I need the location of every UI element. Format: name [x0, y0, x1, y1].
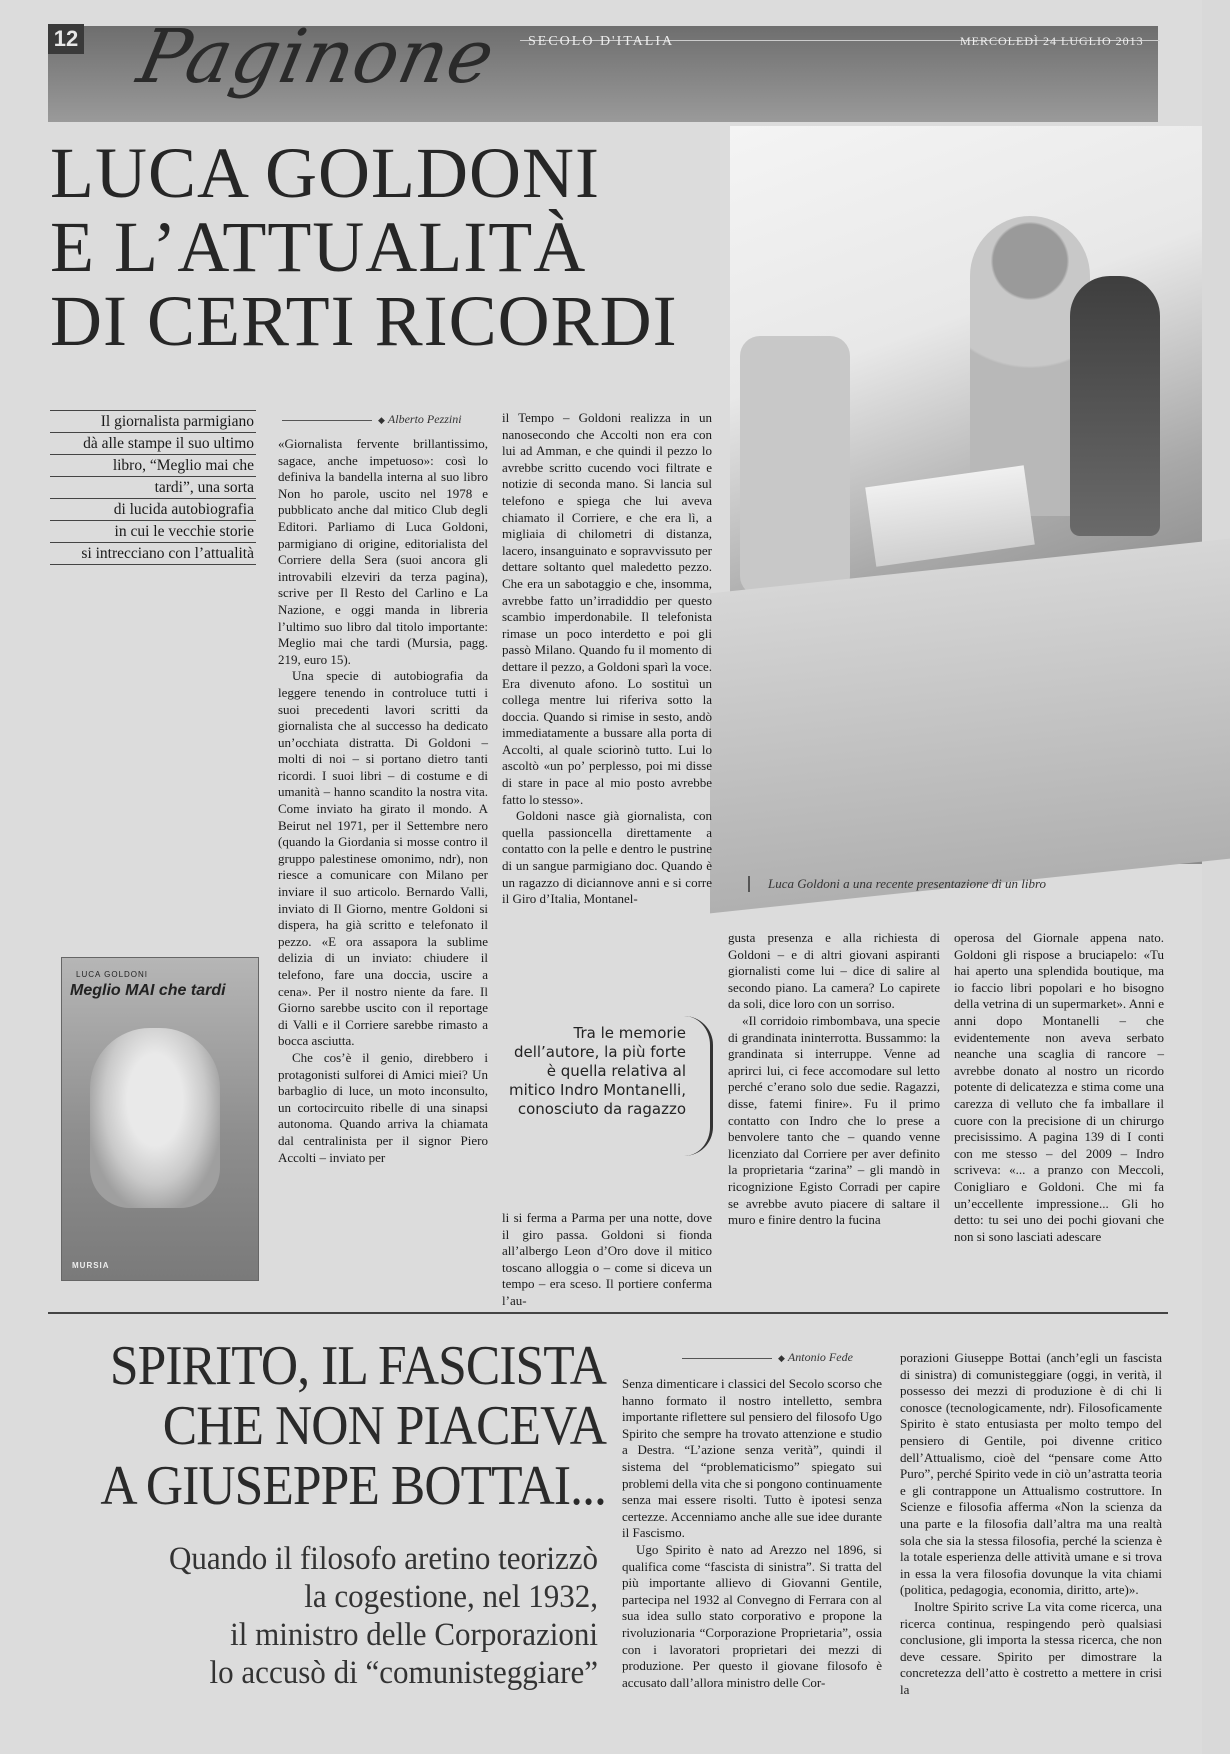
- masthead: SECOLO D'ITALIA: [528, 34, 675, 49]
- summary-line: Il giornalista parmigiano: [50, 410, 256, 433]
- paragraph: li si ferma a Parma per una notte, dove il giro passa. Goldoni si fionda all’albergo Leon d’Oro dove il mitico toscano alloggia o – come si diceva un tempo – era sceso. Il portiere conferma l’au-: [502, 1210, 712, 1308]
- article2-subhead: [83, 1540, 598, 1692]
- photo-caption: Luca Goldoni a una recente presentazione di un libro: [748, 876, 1208, 892]
- dateline: MERCOLEDÌ 24 LUGLIO 2013: [960, 34, 1144, 48]
- summary-line: tardi”, una sorta: [50, 476, 256, 499]
- headline-line-1: SPIRITO, IL FASCISTA: [109, 1335, 607, 1397]
- diamond-icon: ◆: [778, 1353, 785, 1363]
- paragraph: Senza dimenticare i classici del Secolo scorso che hanno formato il nostro intelletto, sembra importante riflettere sul pensiero del filosofo Ugo Spirito che sempre ha trovato attenzione e studio a Destra. “L’azione senza verità”, quindi il sistema del “problematicismo” spiegato sui problemi della vita che si pongono continuamente senza mai essere risolti. Tutto è ipotesi senza certezze. Accenniamo anche alle sue idee durante il Fascismo.: [622, 1376, 882, 1541]
- article1-summary: [50, 410, 256, 564]
- photo-books: [865, 465, 1035, 566]
- summary-line: di lucida autobiografia: [50, 498, 256, 521]
- summary-line: si intrecciano con l’attualità: [50, 542, 256, 565]
- event-photo: [730, 126, 1202, 864]
- byline-author: Antonio Fede: [787, 1350, 853, 1364]
- article2-column-2: [900, 1350, 1162, 1748]
- headline-line-3: A GIUSEPPE BOTTAI...: [100, 1455, 606, 1517]
- photo-person-right: [1070, 276, 1160, 536]
- paragraph: Inoltre Spirito scrive La vita come ricerca, una ricerca continua, respingendo però qualsiasi conclusione, gli importa la stessa ricerca, che non deve cessare. Spirito per dimostrare la concretezza dell’atto è costretto a mettere in crisi la: [900, 1598, 1162, 1697]
- article2-byline: [682, 1350, 853, 1365]
- article1-column-3: [728, 930, 940, 1286]
- photo-person-left: [740, 336, 850, 596]
- photo-table: [710, 539, 1230, 914]
- book-author: LUCA GOLDONI: [76, 970, 149, 979]
- pull-quote-bracket: [684, 1016, 713, 1156]
- paragraph: Goldoni nasce già giornalista, con quella passioncella direttamente a contatto con la pelle e dentro le pustrine di un sangue parmigiano doc. Quando è un ragazzo di diciannove anni e si corre il Giro d’Italia, Montanel-: [502, 808, 712, 907]
- book-portrait: [90, 1028, 220, 1208]
- article1-column-1: [278, 436, 488, 1286]
- subhead-line: il ministro delle Corporazioni: [230, 1617, 598, 1653]
- article2-headline: [91, 1336, 606, 1516]
- paragraph: Che cos’è il genio, direbbero i protagonisti sulforei di Amici miei? Un barbaglio di luce, un moto inconsulto, un cortocircuito ribelle di una sinapsi autonoma. Quando arriva la chiamata dal centralinista per il signor Piero Accolti – inviato per: [278, 1049, 488, 1165]
- article1-column-2-continued: [502, 1210, 712, 1308]
- summary-line: libro, “Meglio mai che: [50, 454, 256, 477]
- paragraph: «Giornalista fervente brillantissimo, sagace, anche impetuoso»: così lo definiva la bandella interna al suo libro Non ho parole, uscito nel 1978 e pubblicato anche dal mitico Club degli Editori. Parliamo di Luca Goldoni, parmigiano di origine, editorialista del Corriere della Sera (suoi ancora gli introvabili elzeviri da terza pagina), scrive per Il Resto del Carlino e La Nazione, e oggi manda in libreria l’ultimo suo libro dal titolo importante: Meglio mai che tardi (Mursia, pagg. 219, euro 15).: [278, 436, 488, 667]
- headline-line-1: LUCA GOLDONI: [50, 133, 600, 213]
- book-publisher: MURSIA: [72, 1261, 110, 1270]
- byline-author: Alberto Pezzini: [387, 412, 462, 426]
- headline-line-3: DI CERTI RICORDI: [50, 281, 678, 361]
- headline-line-2: CHE NON PIACEVA: [162, 1395, 606, 1457]
- article1-headline: [50, 133, 730, 361]
- pull-quote: Tra le memorie dell’autore, la più forte è quella relativa al mitico Indro Montanelli, conosciuto da ragazzo: [509, 1024, 686, 1118]
- summary-line: dà alle stampe il suo ultimo: [50, 432, 256, 455]
- article-divider: [48, 1312, 1168, 1314]
- article1-column-2: [502, 410, 712, 998]
- headline-line-2: E L’ATTUALITÀ: [50, 207, 587, 287]
- paragraph: Ugo Spirito è nato ad Arezzo nel 1896, si qualifica come “fascista di sinistra”. Si tratta del più importante allievo di Giovanni Gentile, partecipa nel 1932 al Convegno di Ferrara con al sua idea sullo stato corporativo e propone la rivoluzionaria “Corporazione Proprietaria”, ossia con i lavoratori proprietari dei mezzi di produzione. Per questo il giovane filosofo è accusato dall’allora ministro delle Cor-: [622, 1541, 882, 1690]
- paragraph: operosa del Giornale appena nato. Goldoni gli rispose a bruciapelo: «Tu hai aperto una splendida boutique, ma io faccio libri popolari e ho bisogno della vetrina di un supermarket». Anni e anni dopo Montanelli – che evidentemente non aveva serbato neanche una scaglia di rancore – avrebbe donato al nostro un ricordo potente di delicatezza e stima come una carezza di velluto che fa imballare il cuore con la precisione di un chirurgo precisissimo. A pagina 139 di I conti con me stesso – del 2009 – Indro scriveva: «... a pranzo con Meccoli, Conigliaro e Goldoni. Che mi fa un’eccellente impressione... Gli ho detto: tu sei uno dei pochi giovani che non si sono lasciati adescare: [954, 930, 1164, 1244]
- paragraph: porazioni Giuseppe Bottai (anch’egli un fascista di sinistra) di comunisteggiare (oggi, in verità, il possesso dei mezzi di produzione è di chi li conosce (tecnologicamente, ndr). Filosoficamente Spirito è stato entusiasta per molto tempo del pensiero di Gentile, poi divenne critico dell’Attualismo, cioè del “pensare come Atto Puro”, perché Spirito vede in ciò un’astratta teoria e gli contrappone un Attualismo costruttore. In Scienze e filosofia afferma «Non la scienza da una parte e la filosofia dall’altra ma una realtà sola che sia la stessa filosofia, perché la scienza è la totale esperienza delle attività umane e si trova in essa la vera filosofia dovunque la vita chiami (politica, pedagogia, economia, diritto, arte)».: [900, 1350, 1162, 1598]
- section-title: Paginone: [130, 14, 503, 100]
- subhead-line: lo accusò di “comunisteggiare”: [209, 1655, 598, 1691]
- article1-byline: [282, 412, 462, 427]
- subhead-line: la cogestione, nel 1932,: [304, 1579, 598, 1615]
- subhead-line: Quando il filosofo aretino teorizzò: [169, 1541, 598, 1577]
- paragraph: il Tempo – Goldoni realizza in un nanosecondo che Accolti non era con lui ad Amman, e che quindi il pezzo lo avrebbe scritto cucendo voci filtrate e notizie di seconda mano. Si lancia sul telefono e spiega che lui aveva chiamato il Corriere, e che era lì, a migliaia di chilometri di distanza, lacero, insanguinato e sopravvissuto per dettare soltanto quel maledetto pezzo. Che era un sabotaggio e che, insomma, avrebbe fatto un’irradiddio per questo scambio imperdonabile. Il telefonista rimase un poco interdetto e poi gli passò Milano. Quando fu il momento di dettare il pezzo, a Goldoni sparì la voce. Era divenuto afono. Lo sostituì un collega mentre lui riferiva sotto la doccia. Quando si rimise in sesto, andò immediatamente a bussare alla porta di Accolti, al quale sciorinò tutto. Lui lo ascoltò «un po’ perplesso, poi mi disse di stare in pace al mio posto avrebbe fatto lo stesso».: [502, 410, 712, 807]
- article2-column-1: [622, 1376, 882, 1748]
- article1-column-4: [954, 930, 1164, 1286]
- book-cover: [62, 958, 258, 1280]
- paragraph: gusta presenza e alla richiesta di Goldoni – e di altri giovani aspiranti giornalisti come lui – dice di salire al secondo piano. La camera? Lo capirete da soli, dice loro con un sorriso.: [728, 930, 940, 1012]
- summary-line: in cui le vecchie storie: [50, 520, 256, 543]
- page-number: 12: [48, 24, 84, 54]
- paragraph: «Il corridoio rimbombava, una specie di grandinata ininterrotta. Bussammo: la grandinata si interruppe. Venne ad aprirci lui, ci fece accomodare sul letto perché c’erano solo due sedie. Ragazzi, disse, fatemi finire». Fu il primo contatto con Indro che lo prese a benvolere tanto che – quando venne licenziato dal Corriere per aver definito la proprietaria “zarina” – gli mandò in ricognizione Egisto Corradi per capire se avrebbe avuto piacere di saltare il muro e finire dentro la fucina: [728, 1012, 940, 1228]
- book-title: Meglio MAI che tardi: [70, 982, 226, 999]
- paragraph: Una specie di autobiografia da leggere tenendo in controluce tutti i suoi precedenti lavori scritti da giornalista che al successo ha dedicato un’occhiata distratta. Di Goldoni – molti di noi – si portano dietro tanti ricordi. I suoi libri – di costume e di umanità – hanno scandito la nostra vita. Come inviato ha girato il mondo. A Beirut nel 1971, per il Settembre nero (quando la Giordania si mosse contro il gruppo palestinese omonimo, ndr), non riesce a comunicare con Milano per inviare il suo articolo. Bernardo Valli, inviato di Il Giorno, mentre Goldoni si dispera, ha già scritto e telefonato il pezzo. «E ora assapora la sublime delizia di un inviato: chiudere il telefono, fare una doccia, uscire a cena». Per il nostro niente da fare. Il Giorno sarebbe uscito con il reportage di Valli e il Corriere sarebbe rimasto a bocca asciutta.: [278, 668, 488, 1049]
- diamond-icon: ◆: [378, 415, 385, 425]
